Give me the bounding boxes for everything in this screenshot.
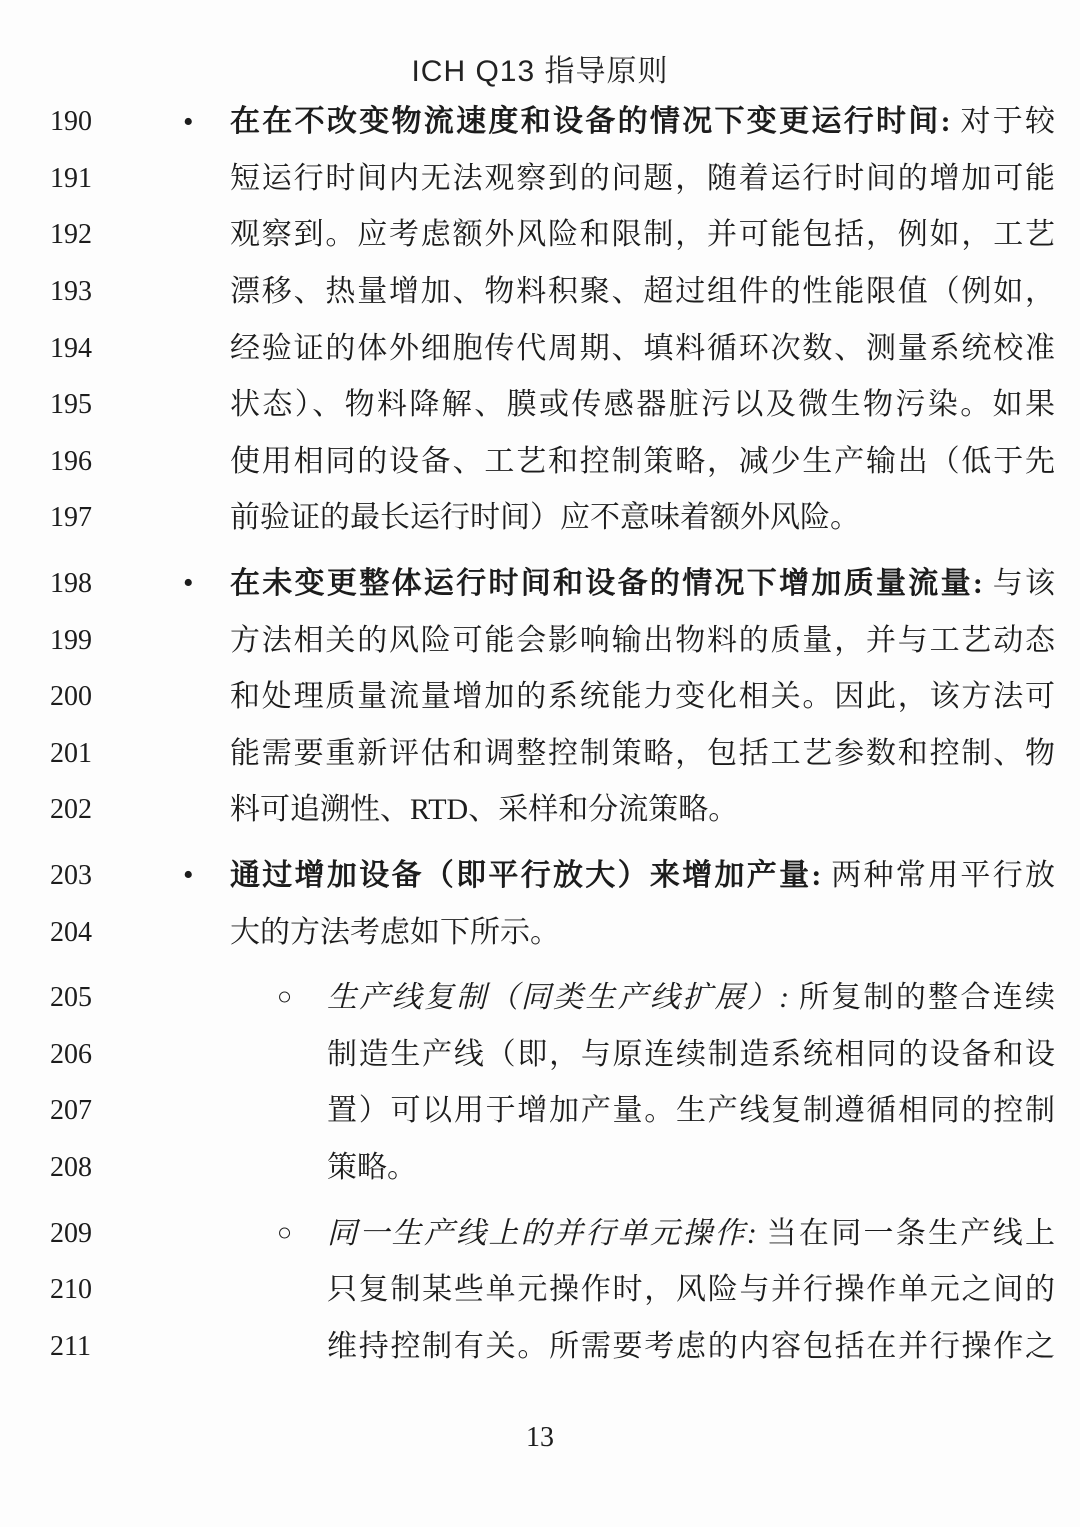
document-line [0, 320, 1080, 377]
document-line [0, 669, 1080, 726]
document-line [0, 1083, 1080, 1140]
line-text [230, 793, 1055, 828]
line-number: 191 [50, 162, 92, 194]
line-text [183, 858, 1055, 894]
text-run: 漂移、热量增加、物料积聚、超过组件的性能限值（例如， [230, 274, 1055, 308]
line-text [230, 915, 1055, 950]
text-run: 置）可以用于增加产量。生产线复制遵循相同的控制 [327, 1094, 1055, 1128]
text-run: 对于较 [950, 105, 1055, 139]
bullet-circle-icon: ○ [277, 1219, 293, 1247]
document-line [0, 1205, 1080, 1262]
text-run: 当在同一条生产线上 [756, 1216, 1056, 1250]
text-run: 短运行时间内无法观察到的问题，随着运行时间的增加可能 [230, 161, 1055, 195]
text-run: 能需要重新评估和调整控制策略，包括工艺参数和控制、物 [230, 736, 1055, 770]
document-line [0, 848, 1080, 905]
document-line [0, 490, 1080, 547]
line-number: 193 [50, 276, 92, 308]
document-line [0, 970, 1080, 1027]
line-text [327, 1094, 1055, 1129]
text-run: 料可追溯性、RTD、采样和分流策略。 [230, 793, 739, 827]
line-text [230, 737, 1055, 772]
line-text [277, 1216, 1056, 1251]
bullet-dot-icon: • [183, 105, 194, 139]
line-number: 192 [50, 219, 92, 251]
line-number: 196 [50, 445, 92, 477]
text-run: 制造生产线（即，与原连续制造系统相同的设备和设 [327, 1037, 1055, 1071]
text-run: 在未变更整体运行时间和设备的情况下增加质量流量: [230, 566, 983, 600]
text-run: 两种常用平行放 [821, 858, 1055, 892]
line-number: 204 [50, 916, 92, 948]
text-run: 经验证的体外细胞传代周期、填料循环次数、测量系统校准 [230, 331, 1055, 365]
line-text [230, 162, 1055, 197]
page-number: 13 [526, 1422, 554, 1453]
text-run: 通过增加设备（即平行放大）来增加产量: [230, 858, 822, 892]
document-line [0, 377, 1080, 434]
line-number: 208 [50, 1151, 92, 1183]
document-line [0, 1318, 1080, 1375]
line-text [327, 1151, 1055, 1186]
document-line [0, 151, 1080, 208]
document-line [0, 434, 1080, 491]
document-line [0, 264, 1080, 321]
text-run: 和处理质量流量增加的系统能力变化相关。因此，该方法可 [230, 679, 1055, 713]
line-number: 206 [50, 1038, 92, 1070]
text-run: 使用相同的设备、工艺和控制策略，减少生产输出（低于先 [230, 444, 1055, 478]
line-number: 200 [50, 681, 92, 713]
document-line [0, 1027, 1080, 1084]
line-number: 199 [50, 624, 92, 656]
document-line [0, 94, 1080, 151]
line-number: 203 [50, 860, 92, 892]
bullet-dot-icon: • [183, 858, 194, 892]
document-line [0, 726, 1080, 783]
line-text [230, 445, 1055, 480]
text-run: 在在不改变物流速度和设备的情况下变更运行时间: [230, 105, 951, 139]
line-number: 198 [50, 568, 92, 600]
document-line [0, 1262, 1080, 1319]
line-number: 197 [50, 502, 92, 534]
text-run: 状态）、物料降解、膜或传感器脏污以及微生物污染。如果 [230, 388, 1055, 422]
document-line [0, 612, 1080, 669]
line-text [230, 275, 1055, 310]
line-text [230, 501, 1055, 536]
document-lines [0, 94, 1080, 1375]
line-text [230, 623, 1055, 658]
line-text [327, 1038, 1055, 1073]
line-number: 194 [50, 332, 92, 364]
line-number: 210 [50, 1274, 92, 1306]
text-run: 同一生产线上的并行单元操作: [327, 1216, 757, 1250]
line-text [230, 218, 1055, 253]
document-line [0, 904, 1080, 961]
line-text [183, 566, 1055, 602]
text-run: 生产线复制（同类生产线扩展）: [327, 980, 790, 1014]
line-text [183, 105, 1055, 140]
line-number: 211 [50, 1330, 91, 1362]
line-text [277, 980, 1056, 1016]
document-line [0, 207, 1080, 264]
text-run: 前验证的最长运行时间）应不意味着额外风险。 [230, 501, 860, 535]
line-text [230, 388, 1055, 423]
text-run: 所复制的整合连续 [789, 980, 1056, 1014]
line-text [230, 331, 1055, 366]
bullet-circle-icon: ○ [277, 983, 293, 1011]
line-number: 207 [50, 1095, 92, 1127]
bullet-dot-icon: • [183, 566, 194, 600]
text-run: 只复制某些单元操作时，风险与并行操作单元之间的 [327, 1272, 1055, 1306]
text-run: 观察到。应考虑额外风险和限制，并可能包括，例如，工艺 [230, 218, 1055, 252]
line-number: 202 [50, 794, 92, 826]
text-run: 维持控制有关。所需要考虑的内容包括在并行操作之 [327, 1329, 1055, 1363]
text-run: 方法相关的风险可能会影响输出物料的质量，并与工艺动态 [230, 623, 1055, 657]
line-number: 201 [50, 737, 92, 769]
document-line [0, 1140, 1080, 1197]
line-number: 190 [50, 106, 92, 138]
text-run: 与该 [982, 566, 1055, 600]
line-text [327, 1273, 1055, 1308]
line-number: 195 [50, 389, 92, 421]
document-line [0, 782, 1080, 839]
document-line [0, 556, 1080, 613]
line-text [327, 1330, 1055, 1365]
text-run: 策略。 [327, 1150, 417, 1184]
line-text [230, 680, 1055, 715]
text-run: 大的方法考虑如下所示。 [230, 915, 560, 949]
page-header-title: ICH Q13 指导原则 [411, 55, 669, 88]
line-number: 205 [50, 982, 92, 1014]
line-number: 209 [50, 1217, 92, 1249]
